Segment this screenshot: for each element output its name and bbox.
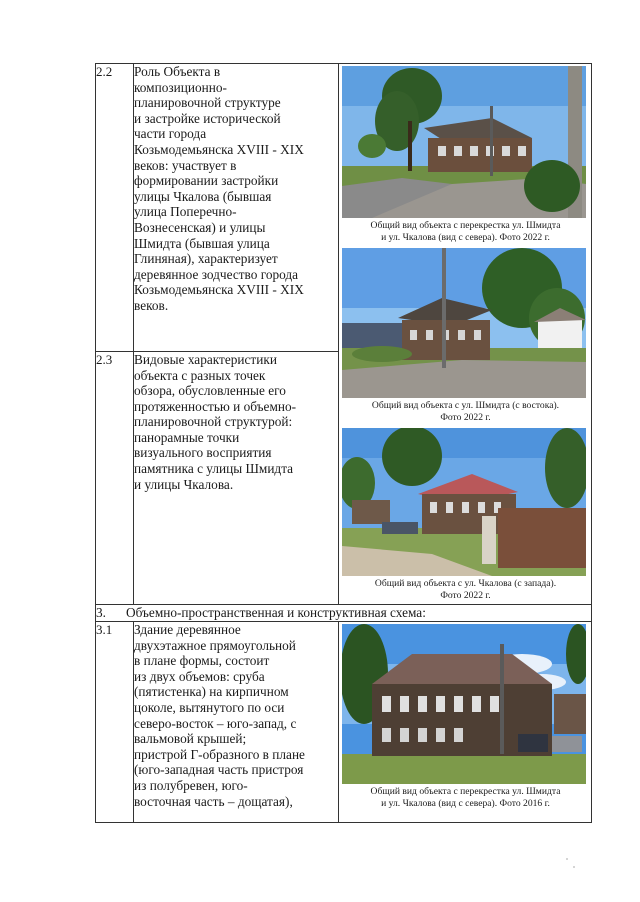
photo-north-2022: [342, 66, 586, 218]
photo-north-2016: [342, 624, 586, 784]
row-number: 2.3: [96, 351, 134, 604]
heritage-object-table: [95, 63, 592, 823]
table-row: [96, 64, 592, 352]
row-text: Видовые характеристики объекта с разных точек обзора, обусловленные его протяженностью и объемно- планировочной структурой: панорамные точки визуального восприятия памятника с улицы Шмидта и улицы Чкалова.: [134, 351, 339, 604]
photo-caption: Общий вид объекта с ул. Шмидта (с востока). Фото 2022 г.: [371, 400, 560, 423]
photo-east-2022: [342, 248, 586, 398]
photo-caption: Общий вид объекта с перекрестка ул. Шмидта и ул. Чкалова (вид с севера). Фото 2016 г.: [370, 786, 561, 809]
section-number: 3.: [96, 605, 106, 620]
photo-cell: [339, 64, 592, 605]
photo-block-4: [339, 622, 591, 812]
photo-caption: Общий вид объекта с ул. Чкалова (с запада). Фото 2022 г.: [374, 578, 557, 601]
photo-caption: Общий вид объекта с перекрестка ул. Шмидта и ул. Чкалова (вид с севера). Фото 2022 г.: [370, 220, 561, 243]
section-row: [96, 605, 592, 622]
table-row: [96, 622, 592, 823]
row-text: Роль Объекта в композиционно- планировочной структуре и застройке исторической части города Козьмодемьянска XVIII - XIX веков: участвует в формировании застройки улицы Чкалова (бывшая улица Поперечно- Вознесенская) и улицы Шмидта (бывшая улица Глиняная), характеризует деревянное зодчество города Козьмодемьянска XVIII - XIX веков.: [134, 64, 339, 352]
row-number: 3.1: [96, 622, 134, 823]
row-number: 2.2: [96, 64, 134, 352]
photo-west-2022: [342, 428, 586, 576]
section-title: Объемно-пространственная и конструктивная схема:: [126, 605, 426, 620]
photo-block-3: [339, 426, 591, 604]
section-heading: [96, 605, 592, 622]
scan-speck: [566, 858, 568, 860]
photo-block-1: [339, 64, 591, 246]
row-text: Здание деревянное двухэтажное прямоугольной в плане формы, состоит из двух объемов: сруба (пятистенка) на кирпичном цоколе, вытянутого по оси северо-восток – юго-запад, с вальмовой крышей; пристрой Г-образного в плане (юго-западная часть пристроя из полубревен, юго- восточная часть – дощатая),: [134, 622, 339, 823]
scan-speck: [573, 866, 575, 868]
photo-cell: [339, 622, 592, 823]
photo-block-2: [339, 246, 591, 426]
